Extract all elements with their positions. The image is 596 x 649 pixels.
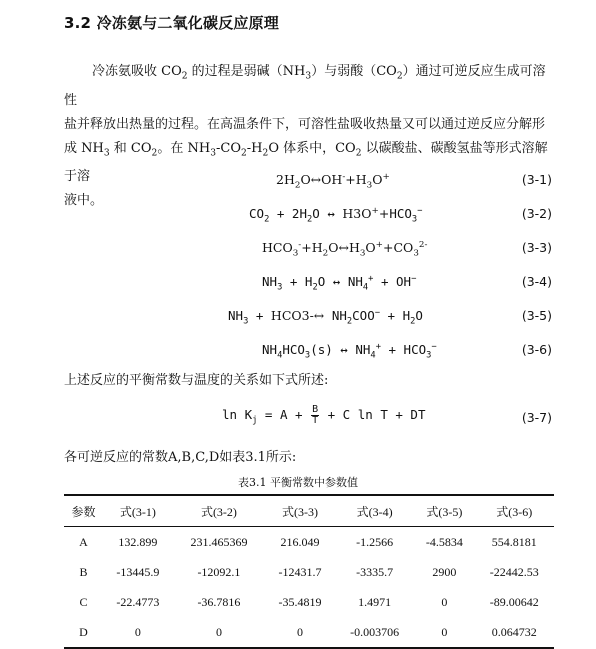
equation-3-6: $NH_4HCO_3(s)$ ↔ $NH_4^+ + HCO_3^-$	[262, 342, 437, 361]
header-cell: 式(3-4)	[356, 504, 393, 519]
header-cell: 式(3-5)	[426, 504, 463, 519]
table-cell: D	[79, 624, 88, 639]
table-row	[64, 527, 554, 558]
equation-number: (3-4)	[521, 274, 552, 289]
table-cell: 0	[441, 624, 448, 639]
equation-number: (3-7)	[521, 410, 552, 425]
table-cell: -89.00642	[489, 594, 539, 609]
parameter-table	[64, 494, 554, 649]
equation-number: (3-1)	[521, 172, 552, 187]
equation-3-4: $NH_3 + H_2O$ ↔ $NH_4^+ + OH^-$	[262, 274, 417, 293]
equation-3-5: $NH_3$ + HCO3-↔ $NH_2COO^- + H_2O$	[228, 308, 423, 327]
table-cell: 0	[441, 594, 448, 609]
table-cell: -22.4773	[116, 594, 160, 609]
table-cell: 0	[215, 624, 222, 639]
table-cell: 231.465369	[190, 534, 248, 549]
table-row	[64, 587, 554, 617]
table-cell: -3335.7	[356, 564, 394, 579]
equation-number: (3-3)	[521, 240, 552, 255]
table-cell: 1.4971	[358, 594, 392, 609]
intro-line-3: 成 $NH_3$ 和 $CO_2$。在 $NH_3-CO_2-H_2O$ 体系中，$CO_2$ 以碳酸盐、碳酸氢盐等形式溶解于溶	[64, 140, 548, 185]
table-cell: 0	[297, 624, 304, 639]
table-cell: -0.003706	[350, 624, 400, 639]
table-cell: 2900	[432, 564, 457, 579]
table-cell: 216.049	[280, 534, 320, 549]
table-cell: 132.899	[118, 534, 158, 549]
table-cell: A	[79, 534, 88, 549]
table-header-row	[64, 495, 554, 527]
equation-3-3: $HCO_3^-+H_2O\leftrightarrow H_3O^++CO_3^{2-}$	[262, 240, 428, 259]
paragraph-table-intro: 各可逆反应的常数A,B,C,D如表3.1所示:	[64, 450, 297, 465]
paragraph-equilibrium: 上述反应的平衡常数与温度的关系如下式所述:	[64, 373, 329, 388]
equation-number: (3-2)	[521, 206, 552, 221]
table-cell: C	[79, 594, 88, 609]
intro-line-1: 冷冻氨吸收 $CO_2$ 的过程是弱碱$(NH_3)$与弱酸$(CO_2)$通过可逆反应生成可溶性	[64, 64, 546, 108]
table-cell: -1.2566	[356, 534, 394, 549]
header-cell: 式(3-2)	[200, 504, 237, 519]
header-cell: 式(3-1)	[119, 504, 156, 519]
equation-number: (3-5)	[521, 308, 552, 323]
header-cell: 参数	[71, 504, 96, 519]
table-cell: -12092.1	[197, 564, 241, 579]
section-heading: 3.2 冷冻氨与二氧化碳反应原理	[64, 14, 279, 32]
table-caption: 表3.1 平衡常数中参数值	[238, 476, 358, 489]
equation-3-2: $CO_2 + 2H_2O$ ↔ $H3O^++HCO_3^-$	[249, 206, 423, 225]
intro-line-4: 液中。	[64, 193, 104, 209]
equation-number: (3-6)	[521, 342, 552, 357]
table-cell: B	[79, 564, 88, 579]
table-cell: -22442.53	[489, 564, 539, 579]
equation-3-7: $\ln K_j = A$ + $\frac{B}{T}$ + C ln T + DT	[222, 404, 426, 426]
table-row	[64, 617, 554, 648]
table-cell: -36.7816	[197, 594, 241, 609]
table-row	[64, 557, 554, 587]
intro-line-2: 盐并释放出热量的过程。在高温条件下，可溶性盐吸收热量又可以通过逆反应分解形	[64, 116, 546, 132]
table-cell: 554.8181	[491, 534, 537, 549]
table-cell: -13445.9	[116, 564, 160, 579]
header-cell: 式(3-6)	[496, 504, 533, 519]
table-cell: 0.064732	[491, 624, 537, 639]
table-cell: 0	[134, 624, 141, 639]
table-cell: -35.4819	[278, 594, 322, 609]
table-cell: -12431.7	[278, 564, 322, 579]
table-cell: -4.5834	[425, 534, 463, 549]
header-cell: 式(3-3)	[282, 504, 319, 519]
equation-3-1: $2H_2O\leftrightarrow OH^-+H_3O^+$	[276, 172, 390, 191]
